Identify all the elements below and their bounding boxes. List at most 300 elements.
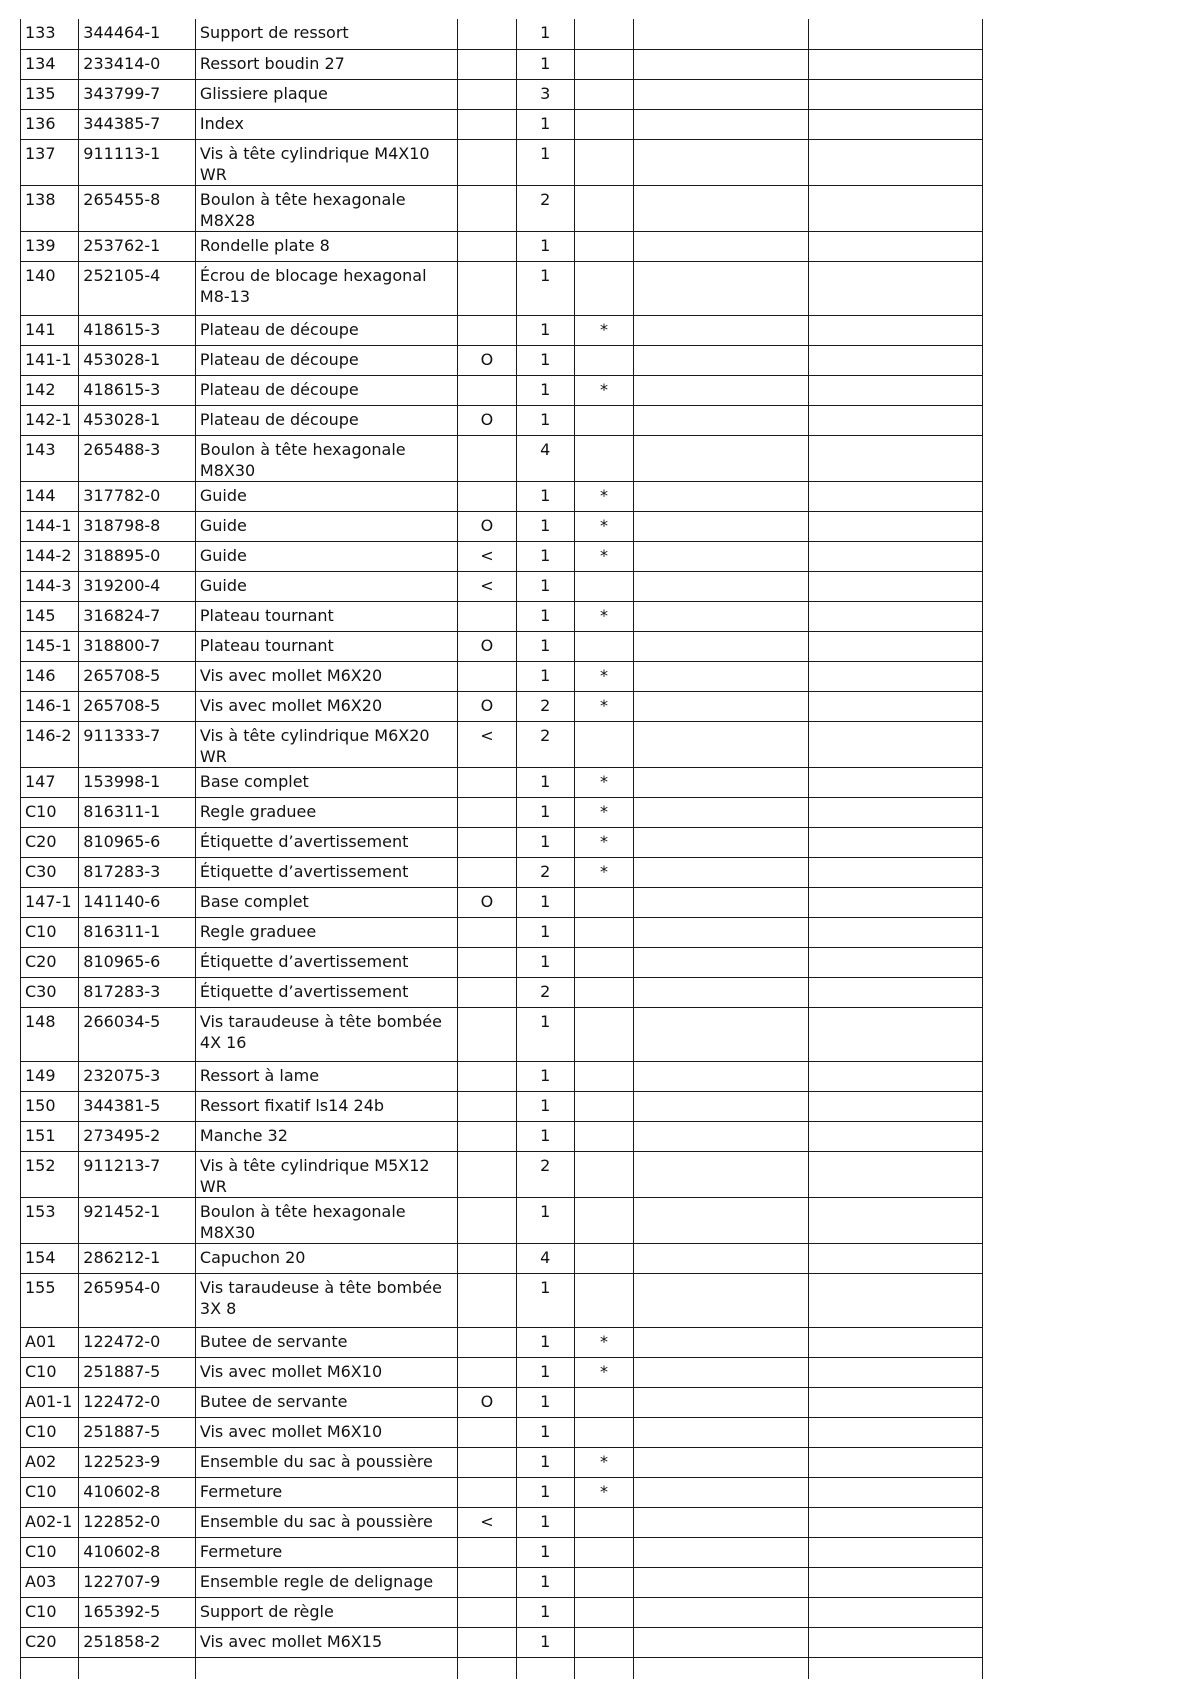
empty-cell (634, 231, 809, 261)
part-number-cell: 122472-0 (79, 1327, 196, 1357)
empty-cell (809, 19, 983, 49)
description-cell: Plateau de découpe (195, 375, 457, 405)
item-number-cell: 143 (21, 435, 79, 481)
description-cell: Guide (195, 541, 457, 571)
quantity-cell: 1 (516, 1507, 574, 1537)
item-number-cell: C20 (21, 1627, 79, 1657)
item-number-cell: 139 (21, 231, 79, 261)
quantity-cell: 1 (516, 49, 574, 79)
item-number-cell: 147 (21, 767, 79, 797)
table-row (21, 139, 983, 185)
part-number-cell: 810965-6 (79, 827, 196, 857)
part-number-cell: 344381-5 (79, 1091, 196, 1121)
option-cell (458, 601, 516, 631)
empty-cell (634, 1357, 809, 1387)
table-row (21, 1567, 983, 1597)
empty-cell (809, 1061, 983, 1091)
empty-cell (809, 1627, 983, 1657)
empty-cell (809, 185, 983, 231)
table-row (21, 541, 983, 571)
empty-cell (634, 827, 809, 857)
table-row (21, 691, 983, 721)
description-cell: Support de règle (195, 1597, 457, 1627)
mark-cell (574, 185, 633, 231)
empty-cell (809, 1387, 983, 1417)
empty-cell (79, 1657, 196, 1679)
description-cell: Ensemble du sac à poussière (195, 1507, 457, 1537)
option-cell: < (458, 571, 516, 601)
empty-cell (634, 721, 809, 767)
item-number-cell: 155 (21, 1273, 79, 1327)
table-row (21, 767, 983, 797)
empty-cell (634, 261, 809, 315)
quantity-cell: 1 (516, 139, 574, 185)
description-cell: Vis avec mollet M6X10 (195, 1417, 457, 1447)
description-cell: Ressort fixatif ls14 24b (195, 1091, 457, 1121)
empty-cell (809, 661, 983, 691)
table-row (21, 1597, 983, 1627)
mark-cell (574, 1007, 633, 1061)
empty-cell (634, 1567, 809, 1597)
option-cell (458, 109, 516, 139)
part-number-cell: 817283-3 (79, 977, 196, 1007)
mark-cell: * (574, 691, 633, 721)
part-number-cell: 122707-9 (79, 1567, 196, 1597)
item-number-cell: A03 (21, 1567, 79, 1597)
description-cell: Plateau de découpe (195, 345, 457, 375)
description-cell: Capuchon 20 (195, 1243, 457, 1273)
table-row (21, 631, 983, 661)
part-number-cell: 286212-1 (79, 1243, 196, 1273)
table-row (21, 79, 983, 109)
table-row (21, 917, 983, 947)
mark-cell (574, 977, 633, 1007)
empty-cell (634, 1091, 809, 1121)
mark-cell (574, 1061, 633, 1091)
mark-cell (574, 1507, 633, 1537)
description-cell: Rondelle plate 8 (195, 231, 457, 261)
mark-cell (574, 345, 633, 375)
table-row (21, 721, 983, 767)
quantity-cell: 3 (516, 79, 574, 109)
quantity-cell: 1 (516, 1477, 574, 1507)
quantity-cell: 2 (516, 185, 574, 231)
table-row-continuation (21, 1657, 983, 1679)
part-number-cell: 343799-7 (79, 79, 196, 109)
option-cell (458, 49, 516, 79)
option-cell (458, 79, 516, 109)
part-number-cell: 921452-1 (79, 1197, 196, 1243)
option-cell (458, 1243, 516, 1273)
table-row (21, 1007, 983, 1061)
item-number-cell: 145 (21, 601, 79, 631)
table-row (21, 405, 983, 435)
quantity-cell: 1 (516, 19, 574, 49)
description-cell: Plateau tournant (195, 631, 457, 661)
part-number-cell: 911213-7 (79, 1151, 196, 1197)
item-number-cell: 138 (21, 185, 79, 231)
description-cell: Regle graduee (195, 917, 457, 947)
empty-cell (809, 887, 983, 917)
mark-cell (574, 1627, 633, 1657)
option-cell (458, 435, 516, 481)
item-number-cell: A02 (21, 1447, 79, 1477)
description-cell: Vis avec mollet M6X20 (195, 661, 457, 691)
description-cell: Boulon à tête hexagonale M8X30 (195, 435, 457, 481)
empty-cell (809, 1657, 983, 1679)
empty-cell (634, 405, 809, 435)
table-row (21, 1477, 983, 1507)
option-cell (458, 1121, 516, 1151)
empty-cell (809, 1567, 983, 1597)
part-number-cell: 265708-5 (79, 691, 196, 721)
mark-cell (574, 571, 633, 601)
part-number-cell: 453028-1 (79, 345, 196, 375)
option-cell (458, 1447, 516, 1477)
quantity-cell: 4 (516, 1243, 574, 1273)
empty-cell (634, 1061, 809, 1091)
table-row (21, 261, 983, 315)
description-cell: Plateau de découpe (195, 405, 457, 435)
option-cell (458, 1151, 516, 1197)
option-cell (458, 315, 516, 345)
item-number-cell: 144 (21, 481, 79, 511)
description-cell: Ressort à lame (195, 1061, 457, 1091)
empty-cell (809, 721, 983, 767)
item-number-cell: 140 (21, 261, 79, 315)
item-number-cell: 142 (21, 375, 79, 405)
description-cell: Étiquette d’avertissement (195, 947, 457, 977)
description-cell: Vis à tête cylindrique M5X12 WR (195, 1151, 457, 1197)
mark-cell (574, 79, 633, 109)
empty-cell (809, 977, 983, 1007)
part-number-cell: 273495-2 (79, 1121, 196, 1151)
option-cell (458, 231, 516, 261)
empty-cell (809, 511, 983, 541)
option-cell (458, 1597, 516, 1627)
option-cell (458, 1537, 516, 1567)
table-row (21, 1151, 983, 1197)
description-cell: Base complet (195, 887, 457, 917)
mark-cell: * (574, 857, 633, 887)
option-cell (458, 857, 516, 887)
item-number-cell: C10 (21, 1537, 79, 1567)
empty-cell (634, 185, 809, 231)
empty-cell (634, 79, 809, 109)
part-number-cell: 253762-1 (79, 231, 196, 261)
empty-cell (634, 887, 809, 917)
description-cell: Guide (195, 571, 457, 601)
option-cell (458, 1417, 516, 1447)
item-number-cell: 136 (21, 109, 79, 139)
part-number-cell: 911113-1 (79, 139, 196, 185)
description-cell: Glissiere plaque (195, 79, 457, 109)
part-number-cell: 318798-8 (79, 511, 196, 541)
quantity-cell: 1 (516, 1387, 574, 1417)
mark-cell (574, 261, 633, 315)
mark-cell (574, 631, 633, 661)
mark-cell (574, 1151, 633, 1197)
empty-cell (634, 435, 809, 481)
empty-cell (195, 1657, 457, 1679)
empty-cell (809, 109, 983, 139)
mark-cell: * (574, 601, 633, 631)
part-number-cell: 816311-1 (79, 797, 196, 827)
table-row (21, 1537, 983, 1567)
part-number-cell: 165392-5 (79, 1597, 196, 1627)
mark-cell (574, 917, 633, 947)
empty-cell (809, 571, 983, 601)
parts-table-body (21, 19, 983, 1679)
parts-table (20, 19, 983, 1679)
table-row (21, 375, 983, 405)
part-number-cell: 816311-1 (79, 917, 196, 947)
description-cell: Butee de servante (195, 1327, 457, 1357)
item-number-cell: 146-1 (21, 691, 79, 721)
mark-cell (574, 109, 633, 139)
description-cell: Boulon à tête hexagonale M8X28 (195, 185, 457, 231)
item-number-cell: 152 (21, 1151, 79, 1197)
option-cell (458, 1273, 516, 1327)
table-row (21, 947, 983, 977)
quantity-cell: 1 (516, 797, 574, 827)
mark-cell (574, 139, 633, 185)
empty-cell (809, 1197, 983, 1243)
option-cell: O (458, 345, 516, 375)
empty-cell (634, 511, 809, 541)
mark-cell: * (574, 661, 633, 691)
table-row (21, 1627, 983, 1657)
empty-cell (634, 1197, 809, 1243)
item-number-cell: 148 (21, 1007, 79, 1061)
description-cell: Étiquette d’avertissement (195, 827, 457, 857)
table-row (21, 827, 983, 857)
mark-cell (574, 231, 633, 261)
empty-cell (634, 1477, 809, 1507)
table-row (21, 481, 983, 511)
quantity-cell: 1 (516, 405, 574, 435)
empty-cell (634, 1507, 809, 1537)
item-number-cell: C20 (21, 827, 79, 857)
empty-cell (809, 481, 983, 511)
mark-cell: * (574, 1477, 633, 1507)
table-row (21, 1447, 983, 1477)
mark-cell (574, 1243, 633, 1273)
empty-cell (634, 631, 809, 661)
mark-cell: * (574, 315, 633, 345)
description-cell: Vis à tête cylindrique M6X20 WR (195, 721, 457, 767)
mark-cell: * (574, 1327, 633, 1357)
part-number-cell: 153998-1 (79, 767, 196, 797)
description-cell: Écrou de blocage hexagonal M8-13 (195, 261, 457, 315)
item-number-cell: 146-2 (21, 721, 79, 767)
quantity-cell: 1 (516, 827, 574, 857)
mark-cell (574, 405, 633, 435)
empty-cell (809, 827, 983, 857)
description-cell: Plateau de découpe (195, 315, 457, 345)
option-cell (458, 767, 516, 797)
empty-cell (634, 857, 809, 887)
empty-cell (809, 1507, 983, 1537)
empty-cell (809, 917, 983, 947)
empty-cell (809, 435, 983, 481)
empty-cell (634, 601, 809, 631)
item-number-cell: C10 (21, 1417, 79, 1447)
option-cell: O (458, 1387, 516, 1417)
empty-cell (809, 691, 983, 721)
empty-cell (809, 541, 983, 571)
option-cell (458, 1327, 516, 1357)
mark-cell: * (574, 375, 633, 405)
part-number-cell: 141140-6 (79, 887, 196, 917)
description-cell: Étiquette d’avertissement (195, 857, 457, 887)
empty-cell (634, 1387, 809, 1417)
empty-cell (634, 571, 809, 601)
option-cell: < (458, 1507, 516, 1537)
item-number-cell: C10 (21, 1477, 79, 1507)
quantity-cell: 1 (516, 1327, 574, 1357)
empty-cell (809, 1537, 983, 1567)
quantity-cell: 1 (516, 1537, 574, 1567)
empty-cell (634, 917, 809, 947)
empty-cell (634, 661, 809, 691)
option-cell (458, 1061, 516, 1091)
quantity-cell: 1 (516, 1597, 574, 1627)
part-number-cell: 265708-5 (79, 661, 196, 691)
item-number-cell: 151 (21, 1121, 79, 1151)
part-number-cell: 317782-0 (79, 481, 196, 511)
option-cell (458, 1091, 516, 1121)
item-number-cell: 146 (21, 661, 79, 691)
empty-cell (809, 947, 983, 977)
mark-cell (574, 1197, 633, 1243)
empty-cell (634, 375, 809, 405)
empty-cell (634, 947, 809, 977)
table-row (21, 435, 983, 481)
empty-cell (634, 1627, 809, 1657)
quantity-cell: 4 (516, 435, 574, 481)
option-cell (458, 185, 516, 231)
table-row (21, 511, 983, 541)
empty-cell (634, 767, 809, 797)
item-number-cell: 135 (21, 79, 79, 109)
mark-cell: * (574, 511, 633, 541)
mark-cell: * (574, 767, 633, 797)
item-number-cell: C30 (21, 977, 79, 1007)
table-row (21, 1061, 983, 1091)
description-cell: Plateau tournant (195, 601, 457, 631)
mark-cell (574, 1537, 633, 1567)
table-row (21, 1121, 983, 1151)
option-cell: O (458, 405, 516, 435)
option-cell: O (458, 887, 516, 917)
part-number-cell: 318800-7 (79, 631, 196, 661)
quantity-cell: 2 (516, 721, 574, 767)
item-number-cell: 153 (21, 1197, 79, 1243)
part-number-cell: 344464-1 (79, 19, 196, 49)
empty-cell (634, 345, 809, 375)
table-row (21, 1273, 983, 1327)
option-cell (458, 827, 516, 857)
option-cell (458, 977, 516, 1007)
description-cell: Index (195, 109, 457, 139)
empty-cell (809, 1597, 983, 1627)
table-row (21, 49, 983, 79)
mark-cell (574, 1387, 633, 1417)
quantity-cell: 1 (516, 315, 574, 345)
part-number-cell: 453028-1 (79, 405, 196, 435)
empty-cell (634, 1121, 809, 1151)
part-number-cell: 319200-4 (79, 571, 196, 601)
table-row (21, 1357, 983, 1387)
item-number-cell: C10 (21, 917, 79, 947)
item-number-cell: A01-1 (21, 1387, 79, 1417)
part-number-cell: 122523-9 (79, 1447, 196, 1477)
part-number-cell: 318895-0 (79, 541, 196, 571)
mark-cell (574, 1091, 633, 1121)
option-cell (458, 1357, 516, 1387)
quantity-cell: 1 (516, 947, 574, 977)
quantity-cell: 2 (516, 1151, 574, 1197)
part-number-cell: 817283-3 (79, 857, 196, 887)
item-number-cell: 147-1 (21, 887, 79, 917)
quantity-cell: 1 (516, 1273, 574, 1327)
empty-cell (809, 1447, 983, 1477)
empty-cell (809, 1243, 983, 1273)
table-row (21, 1417, 983, 1447)
table-row (21, 315, 983, 345)
item-number-cell: C10 (21, 1597, 79, 1627)
table-row (21, 887, 983, 917)
mark-cell (574, 1567, 633, 1597)
empty-cell (809, 1417, 983, 1447)
table-row (21, 1327, 983, 1357)
description-cell: Base complet (195, 767, 457, 797)
mark-cell (574, 1597, 633, 1627)
mark-cell (574, 49, 633, 79)
quantity-cell: 1 (516, 231, 574, 261)
table-row (21, 231, 983, 261)
empty-cell (634, 1151, 809, 1197)
empty-cell (634, 797, 809, 827)
option-cell (458, 139, 516, 185)
quantity-cell: 1 (516, 601, 574, 631)
description-cell: Vis avec mollet M6X10 (195, 1357, 457, 1387)
empty-cell (634, 19, 809, 49)
item-number-cell: 144-1 (21, 511, 79, 541)
empty-cell (634, 1597, 809, 1627)
empty-cell (634, 1243, 809, 1273)
description-cell: Boulon à tête hexagonale M8X30 (195, 1197, 457, 1243)
empty-cell (634, 1327, 809, 1357)
quantity-cell: 1 (516, 917, 574, 947)
mark-cell: * (574, 797, 633, 827)
mark-cell (574, 1121, 633, 1151)
description-cell: Fermeture (195, 1477, 457, 1507)
description-cell: Vis taraudeuse à tête bombée 3X 8 (195, 1273, 457, 1327)
part-number-cell: 410602-8 (79, 1477, 196, 1507)
item-number-cell: A01 (21, 1327, 79, 1357)
description-cell: Regle graduee (195, 797, 457, 827)
description-cell: Manche 32 (195, 1121, 457, 1151)
part-number-cell: 810965-6 (79, 947, 196, 977)
option-cell (458, 1007, 516, 1061)
quantity-cell: 1 (516, 481, 574, 511)
item-number-cell: A02-1 (21, 1507, 79, 1537)
description-cell: Guide (195, 511, 457, 541)
empty-cell (809, 857, 983, 887)
table-row (21, 571, 983, 601)
